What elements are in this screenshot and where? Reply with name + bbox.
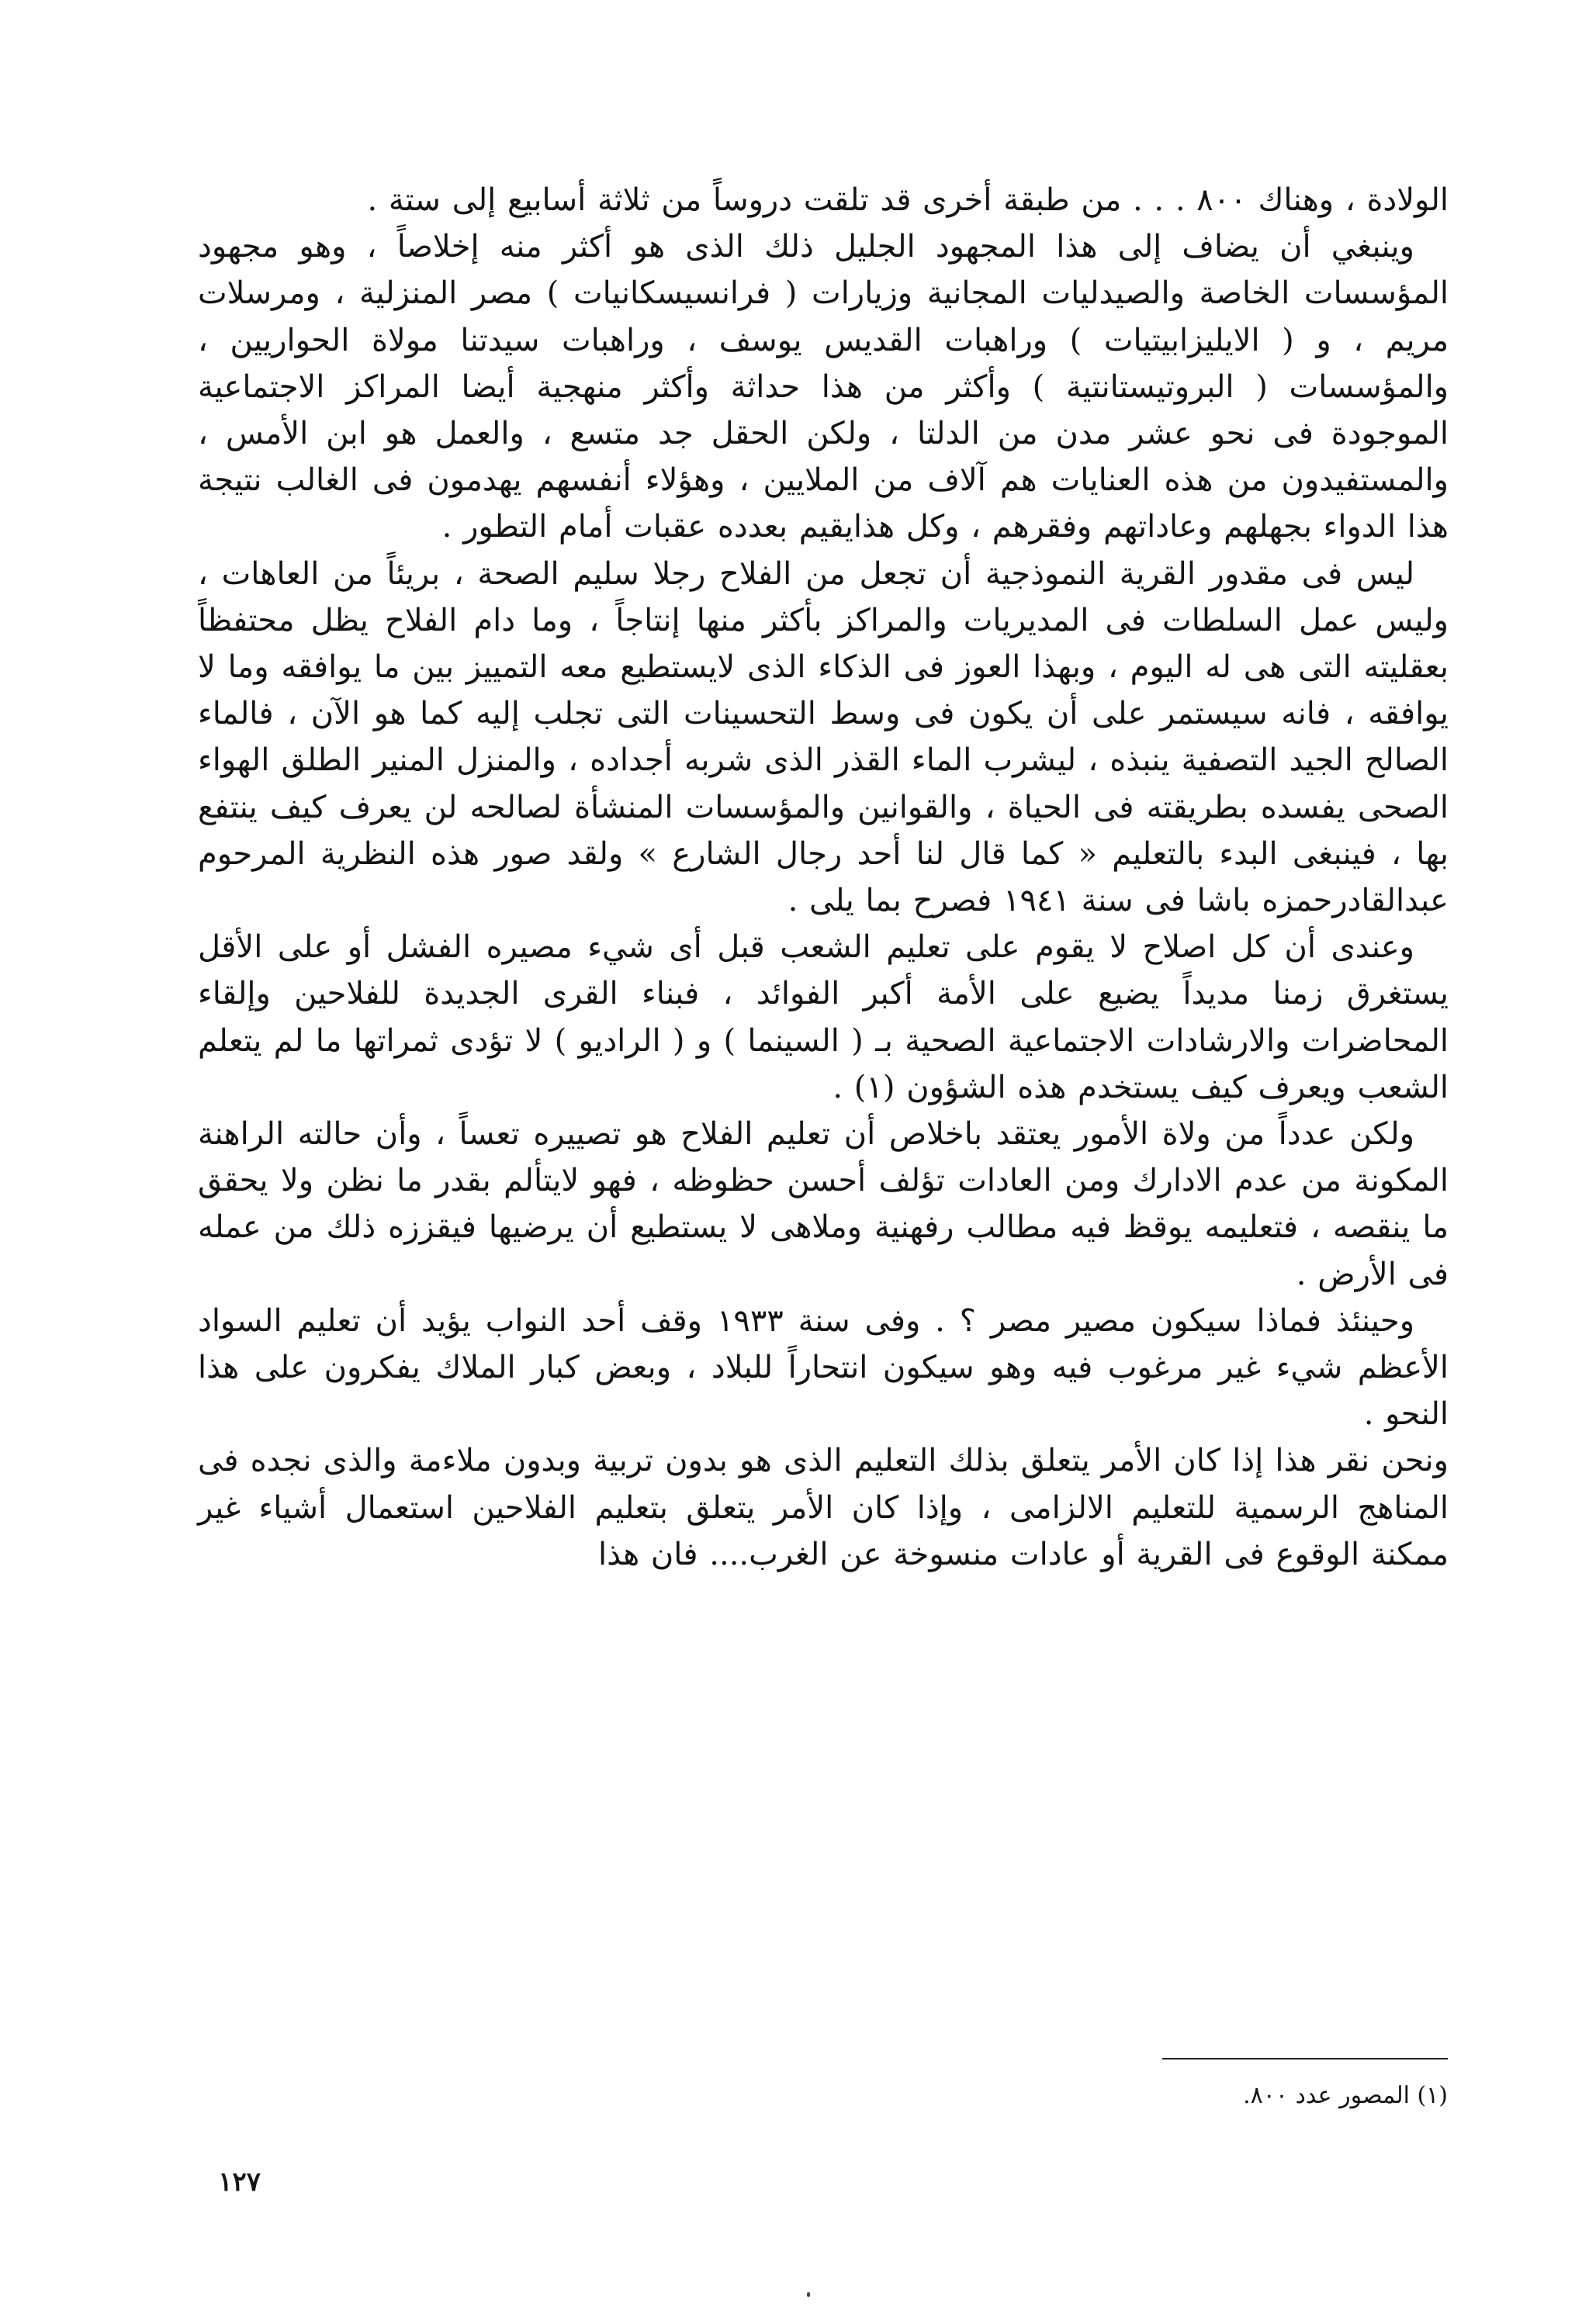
paragraph-2: وينبغي أن يضاف إلى هذا المجهود الجليل ذلك الذى هو أكثر منه إخلاصاً ، وهو مجهود المؤسسات الخاصة والصيدليات المجانية وزيارات ( فرانسيسكانيات ) مصر المنزلية ، ومرسلات مريم ، و ( الايليزابيتيات ) وراهبات القديس يوسف ، وراهبات سيدتنا مولاة الحواريين ، والمؤسسات ( البروتيستانتية ) وأكثر من هذا حداثة وأكثر منهجية أيضا المراكز الاجتماعية الموجودة فى نحو عشر مدن من الدلتا ، ولكن الحقل جد متسع ، والعمل هو ابن الأمس ، والمستفيدون من هذه العنايات هم آلاف من الملايين ، وهؤلاء أنفسهم يهدمون فى الغالب نتيجة هذا الدواء بجهلهم وعاداتهم وفقرهم ، وكل هذايقيم بعدده عقبات أمام التطور . bbox=[198, 229, 1449, 545]
scan-speck bbox=[807, 2292, 810, 2297]
footnote-divider bbox=[1162, 2058, 1448, 2059]
page-number: ١٢٧ bbox=[218, 2167, 261, 2198]
paragraph-5: ولكن عدداً من ولاة الأمور يعتقد باخلاص أن تعليم الفلاح هو تصييره تعساً ، وأن حالته الراهنة المكونة من عدم الادارك ومن العادات تؤلف أحسن حظوظه ، فهو لايتألم بقدر ما نظن ولا يحقق ما ينقصه ، فتعليمه يوقظ فيه مطالب رفهنية وملاهى لا يستطيع أن يرضيها فيقززه ذلك من عمله فى الأرض . bbox=[198, 1116, 1449, 1292]
paragraph-6: وحينئذ فماذا سيكون مصير مصر ؟ . وفى سنة ١٩٣٣ وقف أحد النواب يؤيد أن تعليم السواد الأعظم شيء غير مرغوب فيه وهو سيكون انتحاراً للبلاد ، وبعض كبار الملاك يفكرون على هذا النحو . bbox=[198, 1302, 1449, 1433]
paragraph-1: الولادة ، وهناك ۸۰۰ . . . من طبقة أخرى قد تلقت دروساً من ثلاثة أسابيع إلى ستة . bbox=[367, 182, 1449, 218]
paragraph-4: وعندى أن كل اصلاح لا يقوم على تعليم الشعب قبل أى شيء مصيره الفشل أو على الأقل يستغرق زمنا مديداً يضيع على الأمة أكبر الفوائد ، فبناء القرى الجديدة للفلاحين وإلقاء المحاضرات والارشادات الاجتماعية الصحية بـ ( السينما ) و ( الراديو ) لا تؤدى ثمراتها ما لم يتعلم الشعب ويعرف كيف يستخدم هذه الشؤون (١) . bbox=[198, 929, 1449, 1105]
body-text bbox=[198, 177, 1449, 1578]
footnote: (١) المصور عدد ٨٠٠. bbox=[1243, 2082, 1448, 2109]
paragraph-7: ونحن نقر هذا إذا كان الأمر يتعلق بذلك التعليم الذى هو بدون تربية وبدون ملاءمة والذى نجده فى المناهج الرسمية للتعليم الالزامى ، وإذا كان الأمر يتعلق بتعليم الفلاحين استعمال أشياء غير ممكنة الوقوع فى القرية أو عادات منسوخة عن الغرب.... فان هذا bbox=[198, 1443, 1449, 1572]
paragraph-3: ليس فى مقدور القرية النموذجية أن تجعل من الفلاح رجلا سليم الصحة ، بريئاً من العاهات ، وليس عمل السلطات فى المديريات والمراكز بأكثر منها إنتاجاً ، وما دام الفلاح يظل محتفظاً بعقليته التى هى له اليوم ، وبهذا العوز فى الذكاء الذى لايستطيع معه التمييز بين ما يوافقه وما لا يوافقه ، فانه سيستمر على أن يكون فى وسط التحسينات التى تجلب إليه كما هو الآن ، فالماء الصالح الجيد التصفية ينبذه ، ليشرب الماء القذر الذى شربه أجداده ، والمنزل المنير الطلق الهواء الصحى يفسده بطريقته فى الحياة ، والقوانين والمؤسسات المنشأة لصالحه لن يعرف كيف ينتفع بها ، فينبغى البدء بالتعليم « كما قال لنا أحد رجال الشارع » ولقد صور هذه النظرية المرحوم عبدالقادرحمزه باشا فى سنة ١٩٤١ فصرح بما يلى . bbox=[198, 555, 1449, 919]
